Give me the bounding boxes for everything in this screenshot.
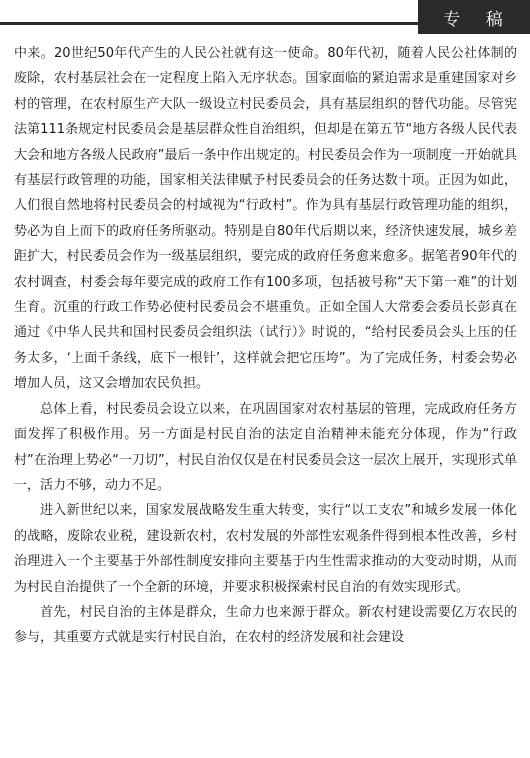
paragraph-3: 进入新世纪以来，国家发展战略发生重大转变，实行“以工支农”和城乡发展一体化的战略，废除农业税，建设新农村，农村发展的外部性宏观条件得到根本性改善，乡村治理进入一个主要基于外部性制度安排向主要基于内生性需求推动的大变动时期，从而为村民自治提供了一个全新的环境，并要求积极探索村民自治的有效实现形式。: [14, 503, 517, 595]
paragraph-1: 中来。20世纪50年代产生的人民公社就有这一使命。80年代初，随着人民公社体制的废除，农村基层社会在一定程度上陷入无序状态。国家面临的紧迫需求是重建国家对乡村的管理，在农村原生产大队一级设立村民委员会，具有基层组织的替代功能。尽管宪法第111条规定村民委员会是基层群众性自治组织，但却是在第五节“地方各级人民代表大会和地方各级人民政府”最后一条中作出规定的。村民委员会作为一项制度一开始就具有基层行政管理的功能，国家相关法律赋予村民委员会的任务达数十项。正因为如此，人们很自然地将村民委员会的村域视为“行政村”。作为具有基层行政管理功能的组织，势必为自上而下的政府任务所驱动。特别是自80年代后期以来，经济快速发展，城乡差距扩大，村民委员会作为一级基层组织，要完成的政府任务愈来愈多。据笔者90年代的农村调查，村委会每年要完成的政府工作有100多项，包括被号称“天下第一难”的计划生育。沉重的行政工作势必使村民委员会不堪重负。正如全国人大常委会委员长彭真在通过《中华人民共和国村民委员会组织法（试行）》时说的，“给村民委员会头上压的任务太多，‘上面千条线，底下一根针’，这样就会把它压垮”。为了完成任务，村委会势必增加人员，这又会增加农民负担。: [14, 46, 517, 392]
section-label: 专 稿: [418, 0, 530, 34]
article-body: [14, 41, 517, 651]
paragraph-2: 总体上看，村民委员会设立以来，在巩固国家对农村基层的管理，完成政府任务方面发挥了积极作用。另一方面是村民自治的法定自治精神未能充分体现，作为“行政村”在治理上势必“一刀切”，村民自治仅仅是在村民委员会这一层次上展开，实现形式单一，活力不够，动力不足。: [14, 401, 517, 493]
paragraph-4: 首先，村民自治的主体是群众，生命力也来源于群众。新农村建设需要亿万农民的参与，其重要方式就是实行村民自治，在农村的经济发展和社会建设: [14, 604, 517, 646]
